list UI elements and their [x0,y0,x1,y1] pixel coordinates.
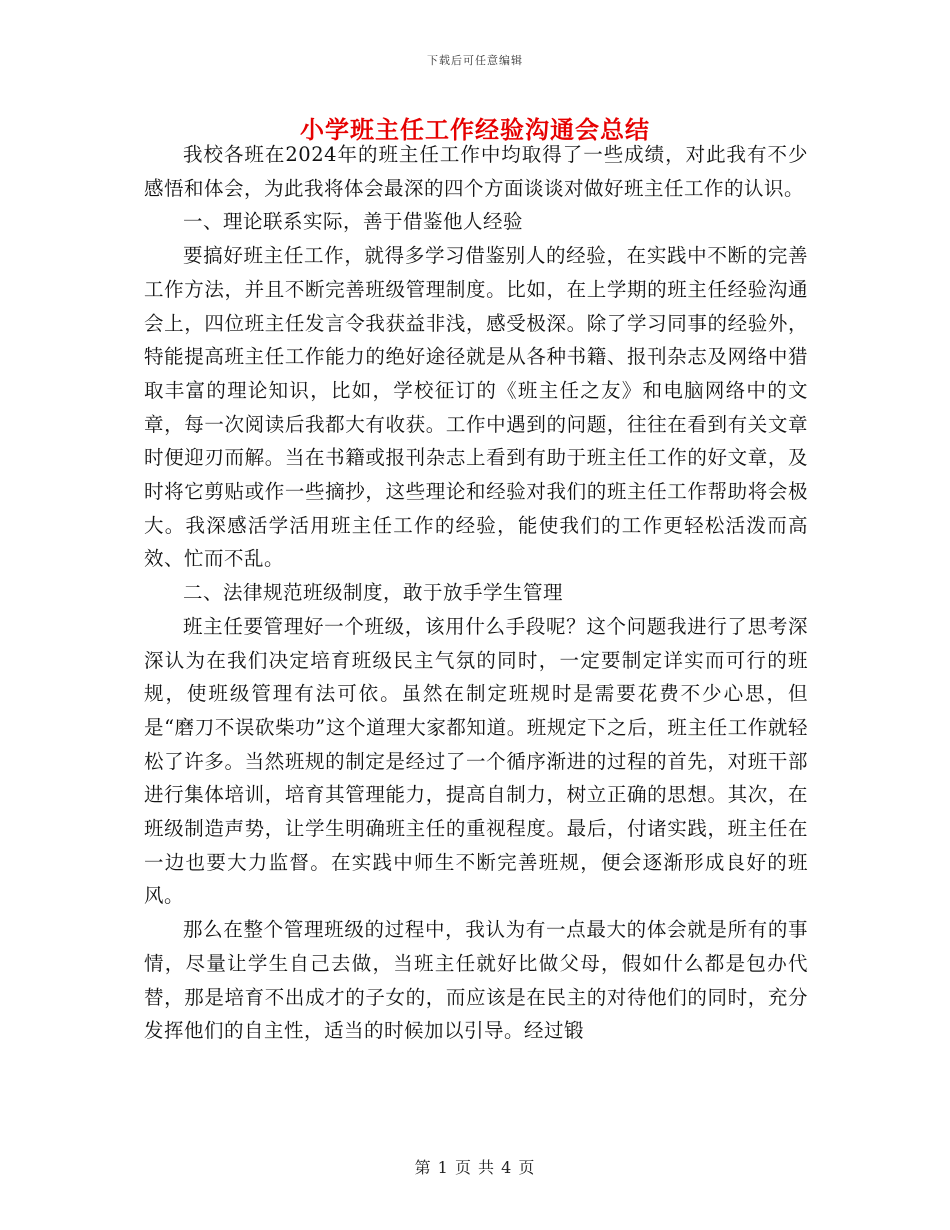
document-body [144,138,808,1048]
document-title: 小学班主任工作经验沟通会总结 [300,115,650,144]
section-heading-2: 二、法律规范班级制度，敢于放手学生管理 [183,581,564,605]
paragraph-section-1: 要搞好班主任工作，就得多学习借鉴别人的经验，在实践中不断的完善工作方法，并且不断完善班级管理制度。比如，在上学期的班主任经验沟通会上，四位班主任发言令我获益非浅，感受极深。除了学习同事的经验外，特能提高班主任工作能力的绝好途径就是从各种书籍、报刊杂志及网络中猎取丰富的理论知识，比如，学校征订的《班主任之友》和电脑网络中的文章，每一次阅读后我都大有收获。工作中遇到的问题，往往在看到有关文章时便迎刃而解。当在书籍或报刊杂志上看到有助于班主任工作的好文章，及时将它剪贴或作一些摘抄，这些理论和经验对我们的班主任工作帮助将会极大。我深感活学活用班主任工作的经验，能使我们的工作更轻松活泼而高效、忙而不乱。 [144,244,808,571]
section-heading-1: 一、理论联系实际，善于借鉴他人经验 [183,210,524,234]
paragraph-section-2-continued: 那么在整个管理班级的过程中，我认为有一点最大的体会就是所有的事情，尽量让学生自己去做，当班主任就好比做父母，假如什么都是包办代替，那是培育不出成才的子女的，而应该是在民主的对待他们的同时，充分发挥他们的自主性，适当的时候加以引导。经过锻 [144,918,808,1043]
paragraph-section-2: 班主任要管理好一个班级，该用什么手段呢？这个问题我进行了思考深深认为在我们决定培育班级民主气氛的同时，一定要制定详实而可行的班规，使班级管理有法可依。虽然在制定班规时是需要花费不少心思，但是“磨刀不误砍柴功”这个道理大家都知道。班规定下之后，班主任工作就轻松了许多。当然班规的制定是经过了一个循序渐进的过程的首先，对班干部进行集体培训，培育其管理能力，提高自制力，树立正确的思想。其次，在班级制造声势，让学生明确班主任的重视程度。最后，付诸实践，班主任在一边也要大力监督。在实践中师生不断完善班规，便会逐渐形成良好的班风。 [144,614,808,908]
page-number-footer: 第 1 页 共 4 页 [414,1158,536,1177]
page-header-note: 下载后可任意编辑 [427,54,523,67]
paragraph-intro: 我校各班在2024年的班主任工作中均取得了一些成绩，对此我有不少感悟和体会，为此我将体会最深的四个方面谈谈对做好班主任工作的认识。 [144,143,808,200]
